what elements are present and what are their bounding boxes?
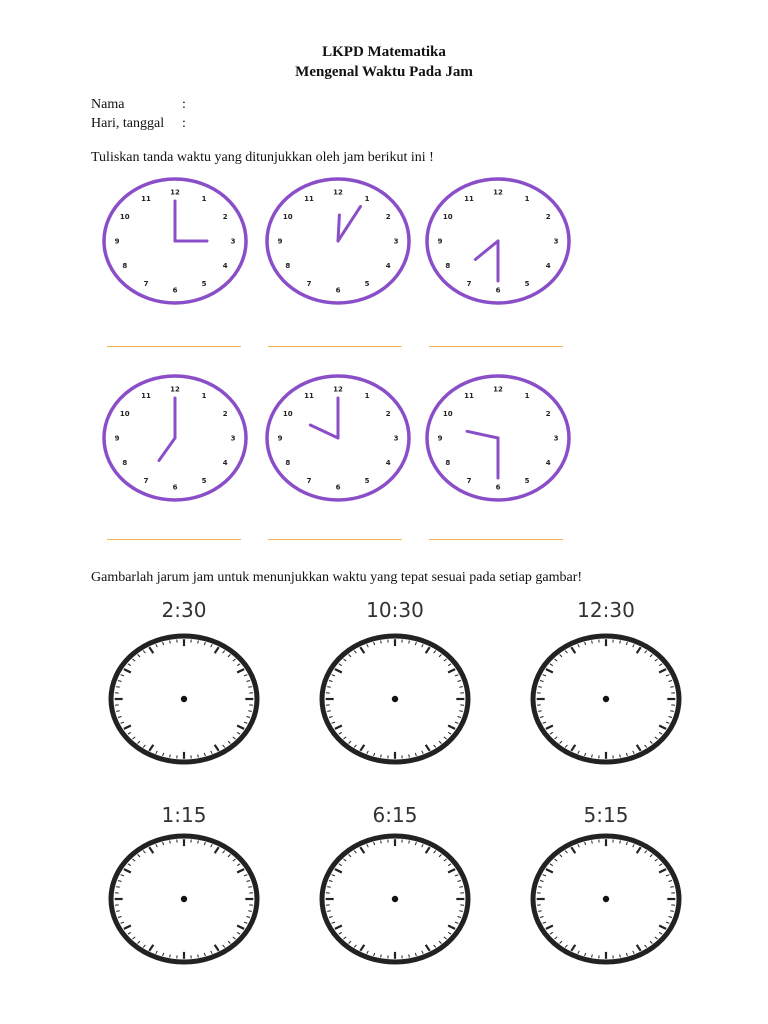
minute-tick bbox=[170, 955, 171, 958]
center-dot bbox=[392, 896, 398, 902]
purple-clock-4 bbox=[101, 373, 249, 503]
clock-number: 1 bbox=[524, 392, 530, 401]
clock-number: 12 bbox=[493, 188, 503, 197]
minute-tick bbox=[538, 911, 542, 912]
clock-number: 6 bbox=[495, 286, 501, 295]
minute-tick bbox=[170, 755, 171, 758]
blank-clock-2[interactable] bbox=[317, 632, 473, 766]
clock-number: 6 bbox=[335, 483, 341, 492]
worksheet-title: LKPD Matematika bbox=[322, 44, 446, 60]
clock-number: 2 bbox=[385, 410, 391, 418]
clock-number: 8 bbox=[445, 262, 451, 270]
minute-tick bbox=[170, 641, 171, 644]
clock-number: 4 bbox=[222, 262, 228, 270]
clock-number: 6 bbox=[172, 286, 178, 295]
date-label: Hari, tanggal bbox=[91, 116, 165, 131]
minute-tick bbox=[248, 911, 252, 912]
clock-number: 11 bbox=[304, 392, 314, 401]
time-label-6: 5:15 bbox=[583, 803, 629, 827]
clock-number: 11 bbox=[141, 195, 151, 204]
clock-number: 7 bbox=[466, 476, 472, 485]
answer-line-5[interactable] bbox=[268, 539, 402, 540]
center-dot bbox=[181, 896, 187, 902]
clock-number: 5 bbox=[201, 476, 207, 485]
minute-tick bbox=[409, 841, 410, 844]
minute-tick bbox=[409, 955, 410, 958]
minute-tick bbox=[116, 687, 120, 688]
clock-number: 3 bbox=[553, 237, 559, 246]
minute-tick bbox=[116, 887, 120, 888]
minute-tick bbox=[670, 911, 674, 912]
clock-number: 1 bbox=[201, 195, 207, 204]
center-dot bbox=[603, 696, 609, 702]
clock-number: 12 bbox=[170, 188, 180, 197]
clock-number: 10 bbox=[119, 213, 130, 221]
clock-number: 9 bbox=[437, 237, 443, 246]
answer-line-2[interactable] bbox=[268, 346, 402, 347]
clock-number: 4 bbox=[545, 459, 551, 467]
minute-tick bbox=[670, 687, 674, 688]
clock-number: 1 bbox=[364, 392, 370, 401]
answer-line-6[interactable] bbox=[429, 539, 563, 540]
minute-tick bbox=[459, 887, 463, 888]
center-dot bbox=[181, 696, 187, 702]
purple-clock-3 bbox=[424, 176, 572, 306]
clock-number: 11 bbox=[304, 195, 314, 204]
minute-tick bbox=[538, 711, 542, 712]
clock-number: 8 bbox=[122, 459, 128, 467]
minute-tick bbox=[592, 955, 593, 958]
minute-tick bbox=[381, 755, 382, 758]
clock-number: 4 bbox=[222, 459, 228, 467]
time-label-5: 6:15 bbox=[372, 803, 418, 827]
minute-tick bbox=[459, 687, 463, 688]
minute-tick bbox=[327, 711, 331, 712]
name-field bbox=[91, 97, 211, 115]
minute-tick bbox=[381, 955, 382, 958]
minute-tick bbox=[248, 711, 252, 712]
clock-number: 4 bbox=[545, 262, 551, 270]
clock-number: 6 bbox=[335, 286, 341, 295]
clock-number: 1 bbox=[201, 392, 207, 401]
clock-number: 7 bbox=[143, 476, 149, 485]
clock-number: 10 bbox=[119, 410, 130, 418]
section2-instruction: Gambarlah jarum jam untuk menunjukkan waktu yang tepat sesuai pada setiap gambar! bbox=[91, 570, 583, 585]
clock-number: 8 bbox=[285, 262, 291, 270]
clock-number: 9 bbox=[437, 434, 443, 443]
worksheet-subtitle: Mengenal Waktu Pada Jam bbox=[295, 64, 473, 80]
minute-tick bbox=[409, 641, 410, 644]
minute-tick bbox=[459, 711, 463, 712]
date-field bbox=[91, 116, 211, 134]
clock-number: 12 bbox=[333, 385, 343, 394]
section1-instruction: Tuliskan tanda waktu yang ditunjukkan oleh jam berikut ini ! bbox=[91, 150, 434, 165]
clock-number: 3 bbox=[230, 237, 236, 246]
clock-number: 5 bbox=[364, 476, 370, 485]
clock-number: 6 bbox=[495, 483, 501, 492]
clock-number: 11 bbox=[141, 392, 151, 401]
minute-tick bbox=[170, 841, 171, 844]
clock-number: 8 bbox=[285, 459, 291, 467]
clock-number: 10 bbox=[442, 410, 453, 418]
purple-clock-6 bbox=[424, 373, 572, 503]
minute-tick bbox=[592, 755, 593, 758]
minute-tick bbox=[620, 955, 621, 958]
answer-line-1[interactable] bbox=[107, 346, 241, 347]
clock-number: 3 bbox=[230, 434, 236, 443]
clock-number: 10 bbox=[282, 213, 293, 221]
clock-number: 2 bbox=[545, 410, 551, 418]
minute-tick bbox=[592, 841, 593, 844]
clock-number: 2 bbox=[545, 213, 551, 221]
clock-number: 5 bbox=[364, 279, 370, 288]
minute-tick bbox=[248, 687, 252, 688]
clock-number: 9 bbox=[114, 434, 120, 443]
clock-number: 5 bbox=[201, 279, 207, 288]
clock-number: 3 bbox=[553, 434, 559, 443]
clock-number: 10 bbox=[442, 213, 453, 221]
clock-number: 4 bbox=[385, 262, 391, 270]
blank-clock-4[interactable] bbox=[106, 832, 262, 966]
minute-tick bbox=[327, 687, 331, 688]
minute-tick bbox=[198, 755, 199, 758]
clock-number: 1 bbox=[524, 195, 530, 204]
minute-tick bbox=[620, 755, 621, 758]
minute-tick bbox=[198, 955, 199, 958]
minute-tick bbox=[116, 711, 120, 712]
date-colon: : bbox=[182, 116, 186, 131]
purple-clock-5 bbox=[264, 373, 412, 503]
time-label-2: 10:30 bbox=[366, 598, 424, 622]
time-label-1: 2:30 bbox=[161, 598, 207, 622]
clock-number: 7 bbox=[466, 279, 472, 288]
clock-number: 7 bbox=[306, 476, 312, 485]
minute-tick bbox=[327, 887, 331, 888]
minute-tick bbox=[670, 887, 674, 888]
clock-number: 12 bbox=[333, 188, 343, 197]
minute-tick bbox=[381, 841, 382, 844]
answer-line-4[interactable] bbox=[107, 539, 241, 540]
blank-clock-1[interactable] bbox=[106, 632, 262, 766]
minute-tick bbox=[459, 911, 463, 912]
clock-number: 1 bbox=[364, 195, 370, 204]
minute-tick bbox=[116, 911, 120, 912]
clock-number: 3 bbox=[393, 434, 399, 443]
clock-number: 10 bbox=[282, 410, 293, 418]
clock-number: 11 bbox=[464, 195, 474, 204]
clock-number: 2 bbox=[222, 213, 228, 221]
clock-number: 4 bbox=[385, 459, 391, 467]
minute-tick bbox=[198, 641, 199, 644]
name-label: Nama bbox=[91, 97, 125, 112]
time-label-4: 1:15 bbox=[161, 803, 207, 827]
time-label-3: 12:30 bbox=[577, 598, 635, 622]
minute-tick bbox=[620, 641, 621, 644]
clock-number: 5 bbox=[524, 476, 530, 485]
clock-number: 7 bbox=[306, 279, 312, 288]
clock-number: 5 bbox=[524, 279, 530, 288]
name-colon: : bbox=[182, 97, 186, 112]
minute-tick bbox=[538, 887, 542, 888]
minute-tick bbox=[620, 841, 621, 844]
minute-tick bbox=[538, 687, 542, 688]
clock-number: 9 bbox=[277, 237, 283, 246]
clock-number: 6 bbox=[172, 483, 178, 492]
clock-number: 9 bbox=[114, 237, 120, 246]
answer-line-3[interactable] bbox=[429, 346, 563, 347]
minute-tick bbox=[198, 841, 199, 844]
minute-tick bbox=[592, 641, 593, 644]
clock-number: 12 bbox=[493, 385, 503, 394]
minute-tick bbox=[409, 755, 410, 758]
purple-clock-1 bbox=[101, 176, 249, 306]
purple-clock-2 bbox=[264, 176, 412, 306]
clock-number: 7 bbox=[143, 279, 149, 288]
clock-number: 12 bbox=[170, 385, 180, 394]
center-dot bbox=[392, 696, 398, 702]
clock-number: 8 bbox=[122, 262, 128, 270]
clock-number: 8 bbox=[445, 459, 451, 467]
minute-tick bbox=[327, 911, 331, 912]
blank-clock-5[interactable] bbox=[317, 832, 473, 966]
clock-number: 2 bbox=[385, 213, 391, 221]
clock-number: 2 bbox=[222, 410, 228, 418]
blank-clock-6[interactable] bbox=[528, 832, 684, 966]
clock-number: 11 bbox=[464, 392, 474, 401]
center-dot bbox=[603, 896, 609, 902]
minute-tick bbox=[248, 887, 252, 888]
blank-clock-3[interactable] bbox=[528, 632, 684, 766]
minute-tick bbox=[381, 641, 382, 644]
minute-tick bbox=[670, 711, 674, 712]
hour-hand bbox=[338, 215, 339, 241]
clock-number: 3 bbox=[393, 237, 399, 246]
clock-number: 9 bbox=[277, 434, 283, 443]
